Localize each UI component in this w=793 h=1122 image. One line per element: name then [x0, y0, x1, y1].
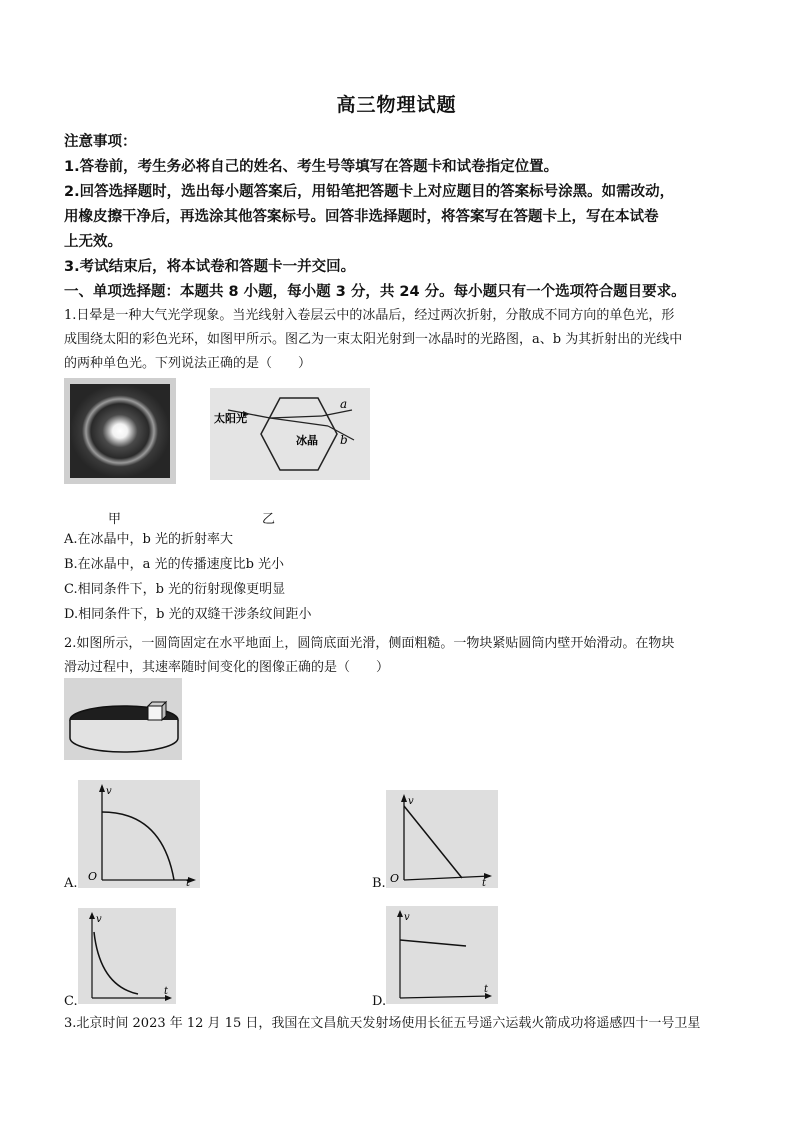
graph-d-t-label: t — [484, 984, 489, 995]
q3-stem-line-1: 3.北京时间 2023 年 12 月 15 日，我国在文昌航天发射场使用长征五号遥六运载火箭成功将遥感四十一号卫星 — [64, 1016, 701, 1031]
q2-option-a-label: A. — [64, 876, 78, 891]
notice-item-3: 3.考试结束后，将本试卷和答题卡一并交回。 — [64, 259, 356, 275]
figure-jia-caption: 甲 — [108, 512, 122, 527]
notice-item-2-line-1: 2.回答选择题时，选出每小题答案后，用铅笔把答题卡上对应题目的答案标号涂黑。如需改动， — [64, 184, 675, 200]
q2-option-d-label: D. — [372, 994, 387, 1009]
graph-b — [386, 790, 498, 888]
graph-c-v-label: v — [96, 914, 102, 925]
label-ice: 冰晶 — [296, 434, 318, 447]
q2-option-b-label: B. — [372, 876, 386, 891]
q2-stem-line-1: 2.如图所示，一圆筒固定在水平地面上，圆筒底面光滑，侧面粗糙。一物块紧贴圆筒内壁开始滑动。在物块 — [64, 636, 675, 651]
section-heading: 一、单项选择题：本题共 8 小题，每小题 3 分，共 24 分。每小题只有一个选项符合题目要求。 — [64, 284, 686, 300]
q1-option-d: D.相同条件下，b 光的双缝干涉条纹间距小 — [64, 607, 312, 622]
label-b: b — [340, 433, 348, 447]
graph-a-origin: O — [88, 870, 98, 883]
label-a: a — [340, 397, 348, 411]
q1-option-a: A.在冰晶中，b 光的折射率大 — [64, 532, 233, 547]
graph-a-t-label: t — [186, 878, 191, 888]
notice-item-1: 1.答卷前，考生务必将自己的姓名、考生号等填写在答题卡和试卷指定位置。 — [64, 159, 559, 175]
graph-c — [78, 908, 176, 1004]
graph-d-v-label: v — [404, 912, 410, 923]
q1-option-c: C.相同条件下，b 光的衍射现像更明显 — [64, 582, 286, 597]
notice-item-2-line-2: 用橡皮擦干净后，再选涂其他答案标号。回答非选择题时，将答案写在答题卡上，写在本试卷 — [64, 209, 659, 225]
graph-b-origin: O — [390, 872, 400, 885]
graph-b-v-label: v — [408, 796, 414, 807]
figure-yi-caption: 乙 — [262, 512, 276, 527]
graph-c-t-label: t — [164, 986, 169, 997]
label-sunlight: 太阳光 — [214, 412, 247, 425]
graph-b-t-label: t — [482, 878, 487, 888]
graph-a — [78, 780, 200, 888]
cylinder-photo — [64, 678, 182, 760]
q2-option-c-label: C. — [64, 994, 78, 1009]
halo-photo — [64, 378, 176, 484]
graph-d — [386, 906, 498, 1004]
ice-crystal-diagram — [210, 388, 370, 480]
q1-stem-line-1: 1.日晕是一种大气光学现象。当光线射入卷层云中的冰晶后，经过两次折射，分散成不同方向的单色光，形 — [64, 308, 675, 323]
notice-item-2-line-3: 上无效。 — [64, 234, 122, 250]
page-title: 高三物理试题 — [336, 94, 457, 116]
q1-stem-line-3: 的两种单色光。下列说法正确的是（ ） — [64, 356, 312, 371]
notice-heading: 注意事项： — [64, 134, 137, 150]
q1-stem-line-2: 成围绕太阳的彩色光环，如图甲所示。图乙为一束太阳光射到一冰晶时的光路图，a、b 为其折射出的光线中 — [64, 332, 683, 347]
q1-option-b: B.在冰晶中，a 光的传播速度比b 光小 — [64, 557, 285, 572]
graph-a-v-label: v — [106, 786, 112, 797]
q2-stem-line-2: 滑动过程中，其速率随时间变化的图像正确的是（ ） — [64, 660, 390, 675]
